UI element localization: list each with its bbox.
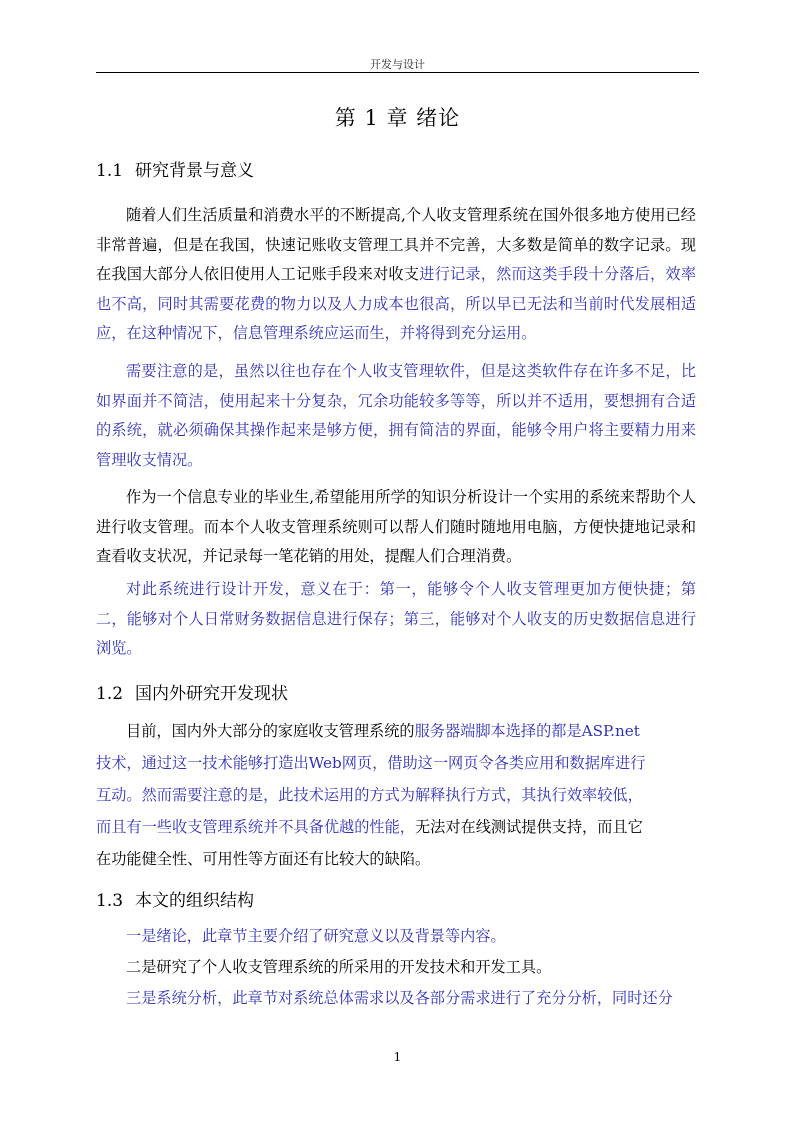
paragraph-text-highlight: 进行记录，然而这类手段十分落后，效率也不高，同时其需要花费的物力以及人力成本也很高，所以早已无法和当前时代发展相适应，在这种情况下，信息管理系统应运而生，并将得到充分运用。	[96, 265, 697, 342]
paragraph-text: 随着人们生活质量和消费水平的不断提高,个人收支管理系统在国外很多地方使用已经非常普遍，但是在我国，快速记账收支管理工具并不完善，大多数是简单的数字记录。现在我国大部分人依旧使用人工记账手段来对收支	[96, 206, 696, 283]
status-line-2: 技术，通过这一技术能够打造出Web网页，借助这一网页令各类应用和数据库进行	[96, 754, 646, 772]
line-text: 目前，国内外大部分的家庭收支管理系统的	[126, 722, 415, 740]
section-number: 1.2	[96, 684, 124, 704]
paragraph-shortcomings: 需要注意的是，虽然以往也存在个人收支管理软件，但是这类软件存在许多不足，比如界面并不简洁，使用起来十分复杂，冗余功能较多等等，所以并不适用，要想拥有合适的系统，就必须确保其操作起来是够方便，拥有简洁的界面，能够令用户将主要精力用来管理收支情况。	[96, 362, 696, 469]
section-title-text: 本文的组织结构	[135, 891, 255, 911]
section-number: 1.3	[96, 891, 124, 911]
header-rule	[96, 72, 699, 73]
structure-item-2: 二是研究了个人收支管理系统的所采用的开发技术和开发工具。	[126, 958, 552, 976]
section-heading-1-3	[96, 886, 254, 911]
section-title-text: 研究背景与意义	[135, 161, 255, 181]
running-header: 开发与设计	[370, 58, 425, 71]
status-line-1	[126, 720, 640, 741]
status-line-4	[96, 816, 643, 837]
section-heading-1-2	[96, 679, 288, 704]
chapter-title: 第 1 章 绪论	[334, 106, 461, 130]
section-title-text: 国内外研究开发现状	[135, 684, 289, 704]
paragraph-background	[96, 201, 696, 349]
line-text-highlight: 而且有一些收支管理系统并不具备优越的性能，	[96, 818, 415, 836]
structure-item-1: 一是绪论，此章节主要介绍了研究意义以及背景等内容。	[126, 927, 506, 945]
status-line-5: 在功能健全性、可用性等方面还有比较大的缺陷。	[96, 850, 431, 868]
line-text: 无法对在线测试提供支持，而且它	[414, 818, 643, 836]
line-text-highlight: 服务器端脚本选择的都是ASP.net	[414, 722, 640, 740]
section-number: 1.1	[96, 161, 124, 181]
paragraph-motivation: 作为一个信息专业的毕业生,希望能用所学的知识分析设计一个实用的系统来帮助个人进行收支管理。而本个人收支管理系统则可以帮人们随时随地用电脑，方便快捷地记录和查看收支状况，并记录每一笔花销的用处，提醒人们合理消费。	[96, 488, 696, 565]
page-number: 1	[393, 1050, 402, 1064]
structure-item-3: 三是系统分析，此章节对系统总体需求以及各部分需求进行了充分分析，同时还分	[126, 989, 673, 1007]
section-heading-1-1	[96, 156, 254, 181]
paragraph-significance: 对此系统进行设计开发，意义在于：第一，能够令个人收支管理更加方便快捷；第二，能够对个人日常财务数据信息进行保存；第三，能够对个人收支的历史数据信息进行浏览。	[96, 580, 696, 657]
status-line-3: 互动。然而需要注意的是，此技术运用的方式为解释执行方式，其执行效率较低，	[96, 786, 643, 804]
